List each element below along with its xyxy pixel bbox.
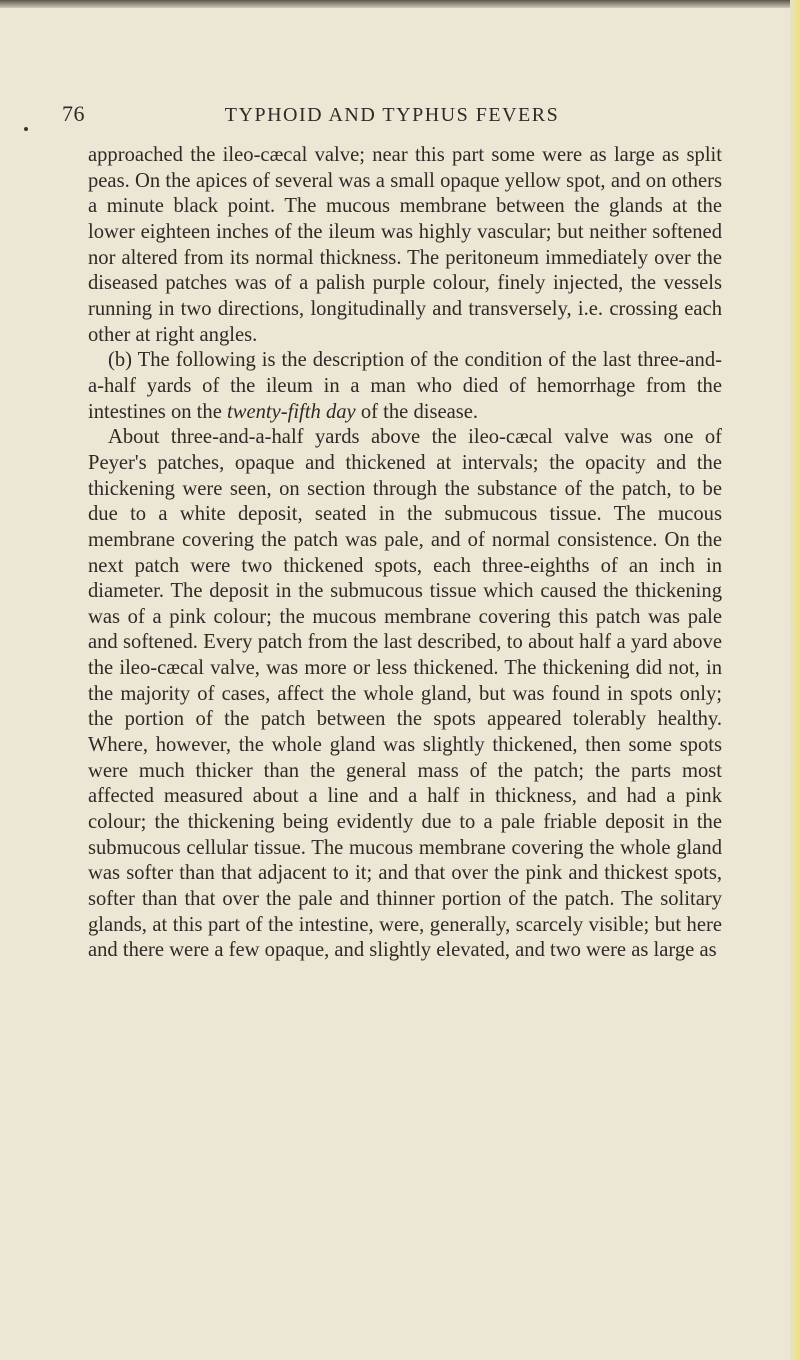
paragraph-continued: approached the ileo-cæcal valve; near this part some were as large as split peas. On the apices of several was a small opaque yellow spot, and on others a minute black point. The mucous membrane between the glands at the lower eighteen inches of the ileum was highly vascular; but neither softened nor altered from its normal thickness. The peritoneum immediately over the diseased patches was of a palish purple colour, finely injected, the vessels running in two directions, longitudinally and transversely, i.e. crossing each other at right angles. (88, 144, 722, 346)
paragraph-text-end: of the disease. (355, 400, 479, 423)
running-head (62, 101, 722, 133)
paragraph-text: The following is the description of the condition of the last three-and-a-half yards of the ileum in a man who died of hemorrhage from the intestines on the (88, 349, 722, 423)
page-number: 76 (62, 101, 85, 126)
page-top-edge-shadow (0, 0, 800, 8)
paragraph-label: (b) (108, 349, 133, 372)
emphasized-text: twenty-fifth day (227, 400, 356, 423)
running-title: TYPHOID AND TYPHUS FEVERS (224, 104, 560, 126)
margin-dot (24, 127, 28, 131)
page-right-edge (790, 0, 800, 1360)
paragraph-b (88, 348, 722, 425)
paragraph-description: About three-and-a-half yards above the ileo-cæcal valve was one of Peyer's patches, opaque and thickened at intervals; the opacity and the thickening were seen, on section through the substance of the patch, to be due to a white deposit, seated in the submucous tissue. The mucous membrane covering the patch was pale, and of normal consistence. On the next patch were two thickened spots, each three-eighths of an inch in diameter. The deposit in the submucous tissue which caused the thickening was of a pink colour; the mucous membrane covering this patch was pale and softened. Every patch from the last described, to about half a yard above the ileo-cæcal valve, was more or less thickened. The thickening did not, in the majority of cases, affect the whole gland, but was found in spots only; the portion of the patch between the spots appeared tolerably healthy. Where, however, the whole gland was slightly thickened, then some spots were much thicker than the general mass of the patch; the parts most affected measured about a line and a half in thickness, and had a pink colour; the thickening being evidently due to a pale friable deposit in the submucous cellular tissue. The mucous membrane covering the whole gland was softer than that adjacent to it; and that over the pink and thickest spots, softer than that over the pale and thinner portion of the patch. The solitary glands, at this part of the intestine, were, generally, scarcely visible; but here and there were a few opaque, and slightly elevated, and two were as large as (88, 426, 722, 962)
body-text (88, 143, 722, 964)
